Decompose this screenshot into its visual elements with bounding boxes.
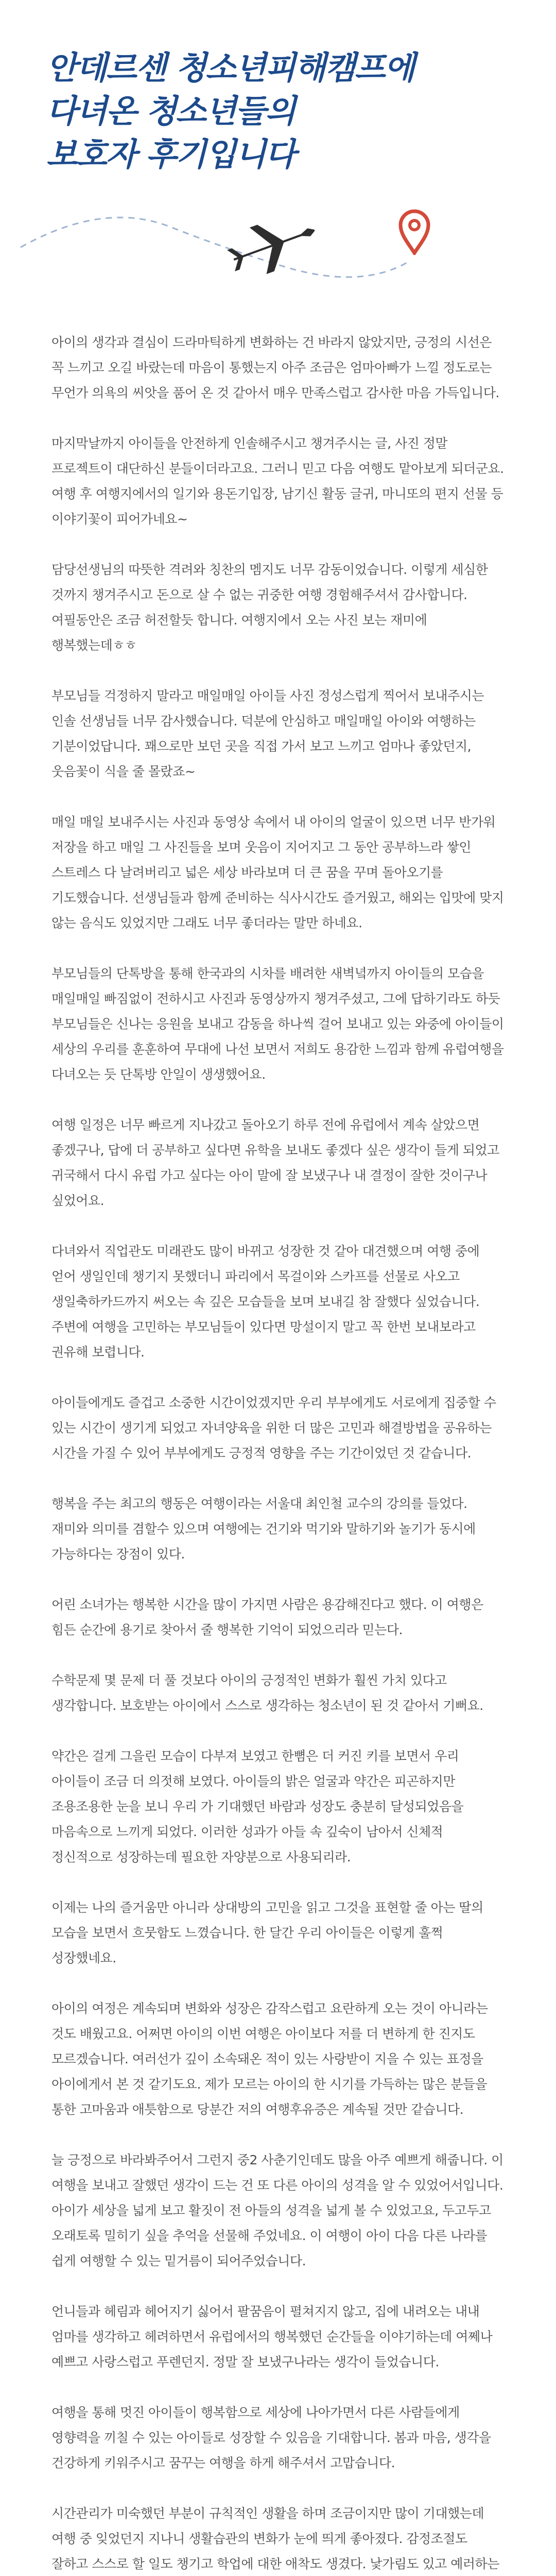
review-list	[51, 330, 505, 2576]
review-paragraph: 다녀와서 직업관도 미래관도 많이 바뀌고 성장한 것 같아 대견했으며 여행 중에 얻어 생일인데 챙기지 못했더니 파리에서 목걸이와 스카프를 선물로 사오고 생일축하카드까지 써오는 속 깊은 모습들을 보며 보내길 참 잘했다 싶었습니다. 주변에 여행을 고민하는 부모님들이 있다면 망설이지 말고 꼭 한번 보내보라고 권유해 보렵니다.	[51, 1244, 480, 1360]
review-paragraph: 매일 매일 보내주시는 사진과 동영상 속에서 내 아이의 얼굴이 있으면 너무 반가워 저장을 하고 매일 그 사진들을 보며 웃음이 지어지고 그 동안 공부하느라 쌓인 스트레스 다 날려버리고 넓은 세상 바라보며 더 큰 꿈을 꾸며 돌아오기를 기도했습니다. 선생님들과 함께 준비하는 식사시간도 즐거웠고, 해외는 입맛에 맞지 않는 음식도 있었지만 그래도 너무 좋더라는 말만 하네요.	[51, 815, 504, 930]
flight-path-illustration	[0, 144, 556, 330]
dashed-flight-line	[21, 217, 407, 277]
review-paragraph: 늘 긍정으로 바라봐주어서 그런지 중2 사춘기인데도 많을 아주 예쁘게 해줍니다. 이 여행을 보내고 잘했던 생각이 드는 건 또 다른 아이의 성격을 알 수 있었어서입니다. 아이가 세상을 넓게 보고 활짓이 전 아들의 성격을 넓게 볼 수 있었고요, 두고두고 오래토록 밀히기 싶을 추억을 선물해 주었네요. 이 여행이 아이 다음 다른 나라를 쉽게 여행할 수 있는 밑거름이 되어주었습니다.	[51, 2153, 503, 2268]
location-pin-icon	[396, 209, 432, 255]
review-paragraph: 마지막날까지 아이들을 안전하게 인솔해주시고 챙겨주시는 글, 사진 정말 프로젝트이 대단하신 분들이더라고요. 그러니 믿고 다음 여행도 맡아보게 되더군요. 여행 후 여행지에서의 일기와 용돈기입장, 남기신 활동 글귀, 마니또의 편지 선물 등 이야기꽃이 피어가네요~	[51, 436, 504, 527]
header	[0, 0, 556, 330]
review-paragraph: 약간은 걸게 그을린 모습이 다부져 보였고 한뼘은 더 커진 키를 보면서 우리 아이들이 조금 더 의젓해 보였다. 아이들의 밝은 얼굴과 약간은 피곤하지만 조용조용한 눈을 보니 우리 가 기대했던 바람과 성장도 충분히 달성되었음을 마음속으로 느끼게 되었다. 이러한 성과가 아들 속 깊숙이 남아서 신체적 정신적으로 성장하는데 필요한 자양분으로 사용되리라.	[51, 1749, 464, 1865]
review-paragraph: 행복을 주는 최고의 행동은 여행이라는 서울대 최인철 교수의 강의를 들었다. 재미와 의미를 겸할수 있으며 여행에는 건기와 먹기와 말하기와 놀기가 동시에 가능하다는 장점이 있다.	[51, 1496, 476, 1562]
review-paragraph: 아이의 여정은 계속되며 변화와 성장은 감작스럽고 요란하게 오는 것이 아니라는 것도 배웠고요. 어쩌면 아이의 이번 여행은 아이보다 저를 더 변하게 한 진지도 모르겠습니다. 여러선가 깊이 소속돼온 적이 있는 사랑받이 지을 수 있는 표정을 아이에게서 본 것 같기도요. 제가 모르는 아이의 한 시기를 가득하는 많은 분들을 통한 고마움과 애틋함으로 당분간 저의 여행후유증은 계속될 것만 같습니다.	[51, 2001, 488, 2117]
review-paragraph: 어린 소녀가는 행복한 시간을 많이 가지면 사람은 용감해진다고 했다. 이 여행은 힘든 순간에 용기로 찾아서 줄 행복한 기억이 되었으리라 믿는다.	[51, 1597, 483, 1637]
review-paragraph: 여행 일정은 너무 빠르게 지나갔고 돌아오기 하루 전에 유럽에서 계속 살았으면 좋겠구나, 답에 더 공부하고 싶다면 유학을 보내도 좋겠다 싶은 생각이 들게 되었고 귀국해서 다시 유럽 가고 싶다는 아이 말에 잘 보냈구나 내 결정이 잘한 것이구나 싶었어요.	[51, 1117, 499, 1208]
review-paragraph: 여행을 통해 멋진 아이들이 행복함으로 세상에 나아가면서 다른 사람들에게 영향력을 끼칠 수 있는 아이들로 성장할 수 있음을 기대합니다. 봄과 마음, 생각을 건강하게 키워주시고 꿈꾸는 여행을 하게 해주셔서 고맙습니다.	[51, 2405, 491, 2470]
review-paragraph: 수학문제 몇 문제 더 풀 것보다 아이의 긍정적인 변화가 훨씬 가치 있다고 생각합니다. 보호받는 아이에서 스스로 생각하는 청소년이 된 것 같아서 기뻐요.	[51, 1673, 483, 1713]
page-title: 안데르센 청소년피해캠프에 다녀온 청소년들의 보호자 후기입니다	[46, 49, 414, 173]
review-paragraph: 담당선생님의 따뜻한 격려와 칭찬의 멤지도 너무 감동이었습니다. 이렇게 세심한 것까지 챙겨주시고 돈으로 살 수 없는 귀중한 여행 경험해주셔서 감사합니다. 여필동안은 조금 허전할듯 합니다. 여행지에서 오는 사진 보는 재미에 행복했는데ㅎㅎ	[51, 562, 488, 653]
review-paragraph: 아이들에게도 즐겁고 소중한 시간이었겠지만 우리 부부에게도 서로에게 집중할 수 있는 시간이 생기게 되었고 자녀양육을 위한 더 많은 고민과 해결방법을 공유하는 시간을 가질 수 있어 부부에게도 긍정적 영향을 주는 기간이었던 것 같습니다.	[51, 1395, 496, 1461]
review-paragraph: 아이의 생각과 결심이 드라마틱하게 변화하는 건 바라지 않았지만, 긍정의 시선은 꼭 느끼고 오길 바랐는데 마음이 통했는지 아주 조금은 엄마아빠가 느낄 정도로는 무언가 의욕의 씨앗을 품어 온 것 같아서 매우 만족스럽고 감사한 마음 가득입니다.	[51, 335, 499, 400]
review-paragraph: 부모님들 걱정하지 말라고 매일매일 아이들 사진 정성스럽게 찍어서 보내주시는 인솔 선생님들 너무 감사했습니다. 덕분에 안심하고 매일매일 아이와 여행하는 기분이었답니다. 꽤으로만 보던 곳을 직접 가서 보고 느끼고 엄마나 좋았던지, 웃음꽃이 식을 줄 몰랐죠~	[51, 688, 484, 779]
review-paragraph: 부모님들의 단톡방을 통해 한국과의 시차를 배려한 새벽녘까지 아이들의 모습을 매일매일 빠짐없이 전하시고 사진과 동영상까지 챙겨주셨고, 그에 답하기라도 하듯 부모님들은 신나는 응원을 보내고 감동을 하나씩 걸어 보내고 있는 와중에 아이들이 세상의 우리를 훈훈하여 무대에 나선 보면서 저희도 용감한 느낌과 함께 유럽여행을 다녀오는 듯 단톡방 안일이 생생했어요.	[51, 966, 504, 1082]
review-paragraph: 언니들과 헤림과 헤어지기 싫어서 팔꿈음이 펼쳐지지 않고, 집에 내려오는 내내 엄마를 생각하고 헤려하면서 유럽에서의 행복했던 순간들을 이야기하는데 여쩨나 예쁘고 사랑스럽고 푸렌던지. 정말 잘 보냈구나라는 생각이 들었습니다.	[51, 2304, 493, 2369]
review-paragraph: 이제는 나의 즐거움만 아니라 상대방의 고민을 읽고 그것을 표현할 줄 아는 딸의 모습을 보면서 흐뭇함도 느꼈습니다. 한 달간 우리 아이들은 이렇게 훌쩍 성장했네요.	[51, 1900, 483, 1965]
airplane-icon	[222, 207, 322, 284]
review-paragraph: 시간관리가 미숙했던 부분이 규칙적인 생활을 하며 조금이지만 많이 기대했는데 여행 중 잊었던지 지나니 생활습관의 변화가 눈에 띄게 좋아졌다. 감정조절도 잘하고 스스로 할 일도 챙기고 학업에 대한 애착도 생겼다. 낯가림도 있고 예러하는	[51, 2506, 499, 2571]
